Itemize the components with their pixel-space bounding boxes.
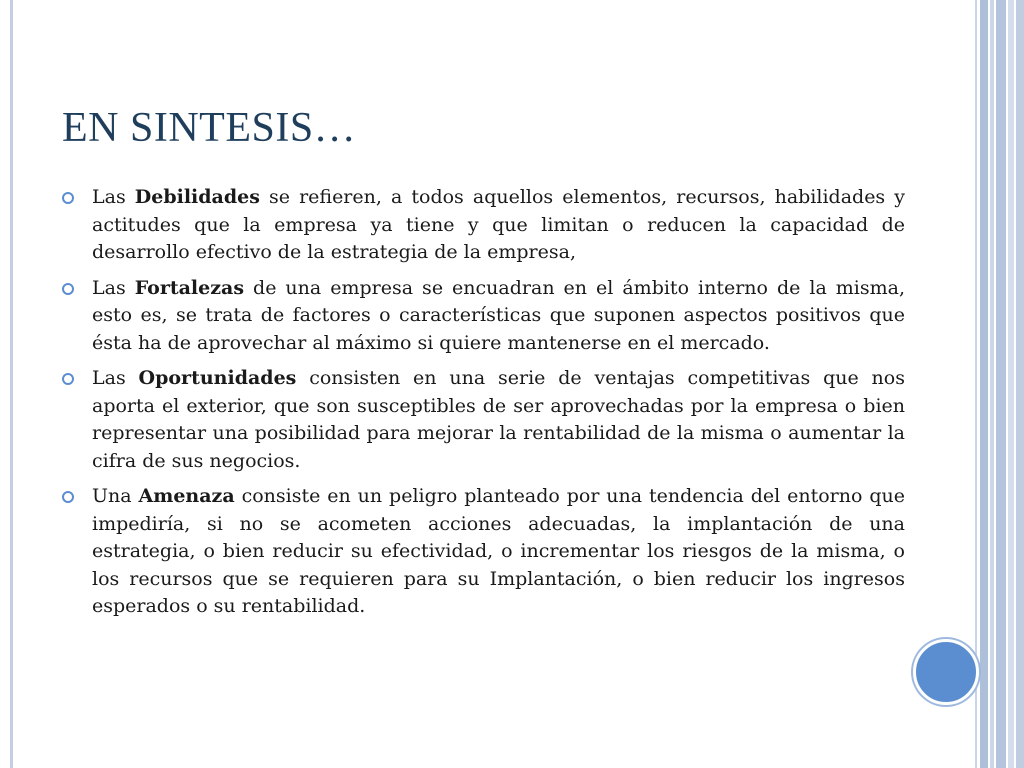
bullet-term: Fortalezas	[134, 276, 245, 299]
bullet-body: se refieren, a todos aquellos elementos, recursos, habilidades y actitudes que la empresa ya tiene y que limitan o reducen la capacidad de desarrollo efectivo de la estrategia de la empresa,	[92, 186, 905, 263]
decorative-circle	[913, 639, 979, 705]
bullet-circle-icon	[62, 373, 74, 385]
bullet-text	[92, 483, 905, 621]
bullet-body: consisten en una serie de ventajas competitivas que nos aporta el exterior, que son susceptibles de ser aprovechadas por la empresa o bien representar una posibilidad para mejorar la rentabilidad de la misma o aumentar la cifra de sus negocios.	[92, 367, 905, 472]
right-decor-stripe	[1008, 0, 1014, 768]
bullet-item-oportunidades	[62, 365, 905, 475]
bullet-lead: Las	[92, 367, 139, 389]
slide-title: EN SINTESIS…	[62, 105, 357, 151]
right-decor-stripe	[975, 0, 977, 768]
bullet-text	[92, 365, 905, 475]
bullet-term: Oportunidades	[138, 367, 297, 389]
right-decor-stripe	[990, 0, 994, 768]
bullet-lead: Las	[92, 186, 135, 208]
right-decor-stripe	[980, 0, 988, 768]
bullet-circle-icon	[62, 192, 74, 204]
bullet-lead: Las	[92, 276, 135, 299]
bullet-text	[92, 184, 905, 267]
bullet-item-amenaza	[62, 483, 905, 621]
bullet-circle-icon	[62, 491, 74, 503]
bullet-item-fortalezas	[62, 275, 905, 358]
bullet-term: Amenaza	[138, 485, 235, 507]
bullet-text	[92, 275, 905, 358]
bullet-body: consiste en un peligro planteado por una tendencia del entorno que impediría, si no se acometen acciones adecuadas, la implantación de una estrategia, o bien reducir su efectividad, o incrementar los riesgos de la misma, o los recursos que se requieren para su Implantación, o bien reducir los ingresos esperados o su rentabilidad.	[92, 485, 905, 617]
bullet-list	[62, 184, 905, 629]
right-decor-stripe	[996, 0, 1006, 768]
bullet-lead: Una	[92, 485, 139, 507]
bullet-item-debilidades	[62, 184, 905, 267]
right-decor-stripe	[1016, 0, 1024, 768]
bullet-body: de una empresa se encuadran en el ámbito interno de la misma, esto es, se trata de factores o características que suponen aspectos positivos que ésta ha de aprovechar al máximo si quiere mantenerse en el mercado.	[92, 276, 905, 354]
bullet-circle-icon	[62, 283, 74, 295]
bullet-term: Debilidades	[134, 186, 260, 208]
left-border-line	[10, 0, 13, 768]
